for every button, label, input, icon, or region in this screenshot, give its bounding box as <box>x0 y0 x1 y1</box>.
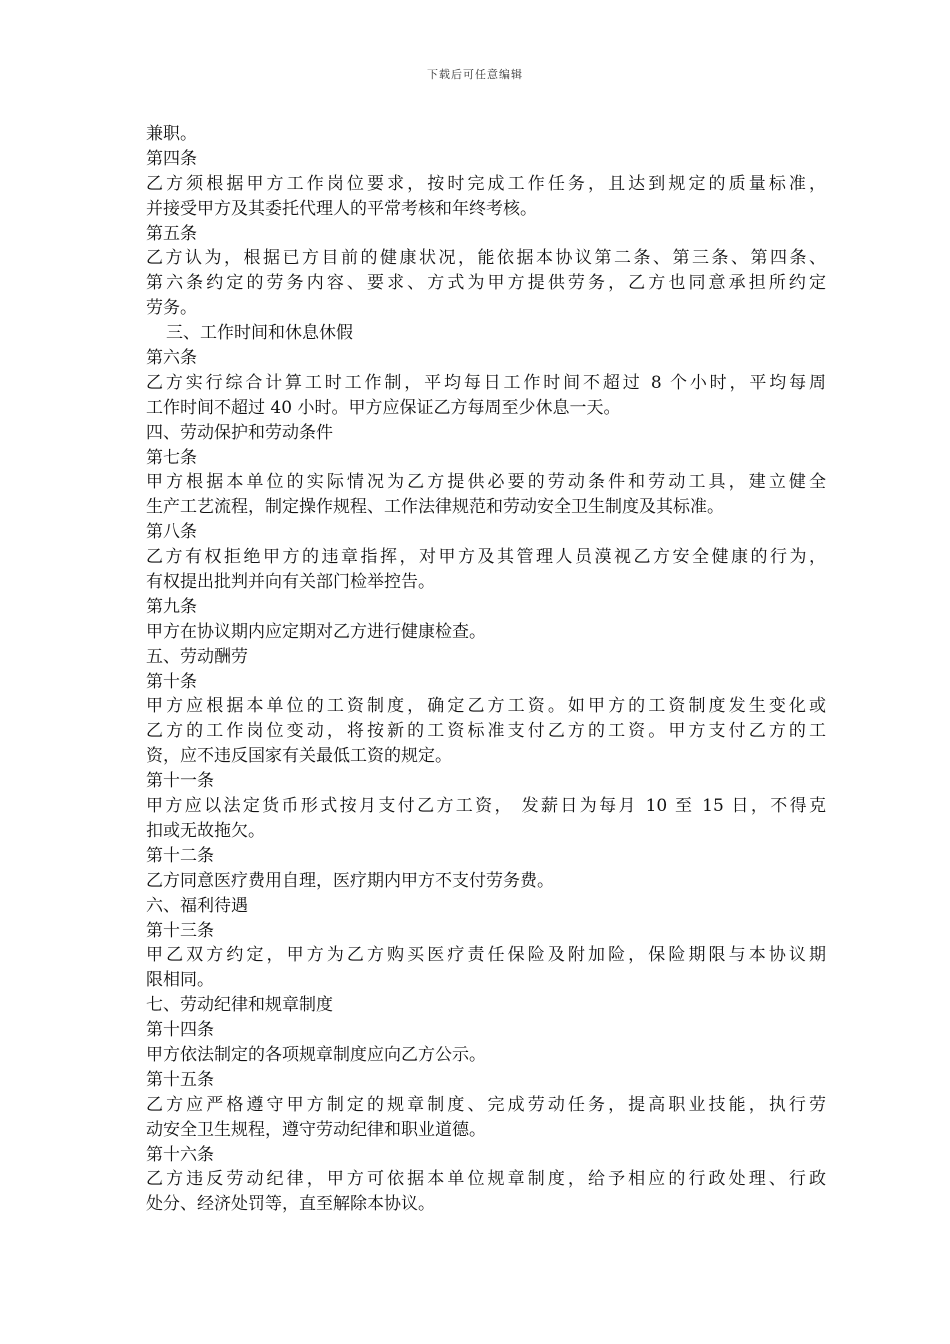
text-line: 乙方实行综合计算工时工作制，平均每日工作时间不超过 8 个小时，平均每周 <box>146 372 826 393</box>
text-line: 第六条 <box>146 348 197 369</box>
text-line: 限相同。 <box>146 970 214 991</box>
text-line: 乙方有权拒绝甲方的违章指挥，对甲方及其管理人员漠视乙方安全健康的行为， <box>146 547 826 568</box>
text-line: 乙方认为，根据已方目前的健康状况，能依据本协议第二条、第三条、第四条、 <box>146 248 826 269</box>
text-line: 第九条 <box>146 596 197 617</box>
document-body <box>146 122 826 1217</box>
text-line: 甲乙双方约定，甲方为乙方购买医疗责任保险及附加险，保险期限与本协议期 <box>146 945 826 966</box>
text-line: 甲方依法制定的各项规章制度应向乙方公示。 <box>146 1044 486 1065</box>
text-line: 第四条 <box>146 148 197 169</box>
text-line: 第十二条 <box>146 845 214 866</box>
text-line: 五、劳动酬劳 <box>146 646 248 667</box>
text-line: 甲方应以法定货币形式按月支付乙方工资， 发薪日为每月 10 至 15 日，不得克 <box>146 796 826 817</box>
text-line: 有权提出批判并向有关部门检举控告。 <box>146 572 435 593</box>
text-line: 四、劳动保护和劳动条件 <box>146 422 333 443</box>
text-line: 三、工作时间和休息休假 <box>166 323 353 344</box>
text-line: 劳务。 <box>146 298 197 319</box>
text-line: 乙方违反劳动纪律，甲方可依据本单位规章制度，给予相应的行政处理、行政 <box>146 1169 826 1190</box>
text-line: 工作时间不超过 40 小时。甲方应保证乙方每周至少休息一天。 <box>146 397 621 418</box>
text-line: 乙方的工作岗位变动，将按新的工资标准支付乙方的工资。甲方支付乙方的工 <box>146 721 826 742</box>
text-line: 乙方同意医疗费用自理，医疗期内甲方不支付劳务费。 <box>146 870 554 891</box>
text-line: 第十五条 <box>146 1069 214 1090</box>
page-header: 下载后可任意编辑 <box>427 68 523 81</box>
text-line: 第十三条 <box>146 920 214 941</box>
text-line: 资，应不违反国家有关最低工资的规定。 <box>146 746 452 767</box>
text-line: 兼职。 <box>146 124 197 144</box>
text-line: 生产工艺流程，制定操作规程、工作法律规范和劳动安全卫生制度及其标准。 <box>146 497 724 518</box>
text-line: 七、劳动纪律和规章制度 <box>146 995 333 1016</box>
text-line: 动安全卫生规程，遵守劳动纪律和职业道德。 <box>146 1119 486 1140</box>
text-line: 第八条 <box>146 522 197 543</box>
text-line: 甲方应根据本单位的工资制度，确定乙方工资。如甲方的工资制度发生变化或 <box>146 696 826 717</box>
text-line: 乙方应严格遵守甲方制定的规章制度、完成劳动任务，提高职业技能，执行劳 <box>146 1094 826 1115</box>
text-line: 处分、经济处罚等，直至解除本协议。 <box>146 1194 435 1215</box>
text-line: 第六条约定的劳务内容、要求、方式为甲方提供劳务，乙方也同意承担所约定 <box>146 273 826 294</box>
text-line: 甲方在协议期内应定期对乙方进行健康检查。 <box>146 621 486 642</box>
text-line: 六、福利待遇 <box>146 895 248 916</box>
text-line: 第五条 <box>146 223 197 244</box>
text-line: 乙方须根据甲方工作岗位要求，按时完成工作任务，且达到规定的质量标准， <box>146 173 826 194</box>
text-line: 甲方根据本单位的实际情况为乙方提供必要的劳动条件和劳动工具，建立健全 <box>146 472 826 493</box>
text-line: 扣或无故拖欠。 <box>146 820 265 841</box>
text-line: 第十四条 <box>146 1020 214 1041</box>
text-line: 并接受甲方及其委托代理人的平常考核和年终考核。 <box>146 198 537 219</box>
text-line: 第十六条 <box>146 1144 214 1165</box>
text-line: 第十条 <box>146 671 197 692</box>
text-line: 第七条 <box>146 447 197 468</box>
text-line: 第十一条 <box>146 771 214 792</box>
